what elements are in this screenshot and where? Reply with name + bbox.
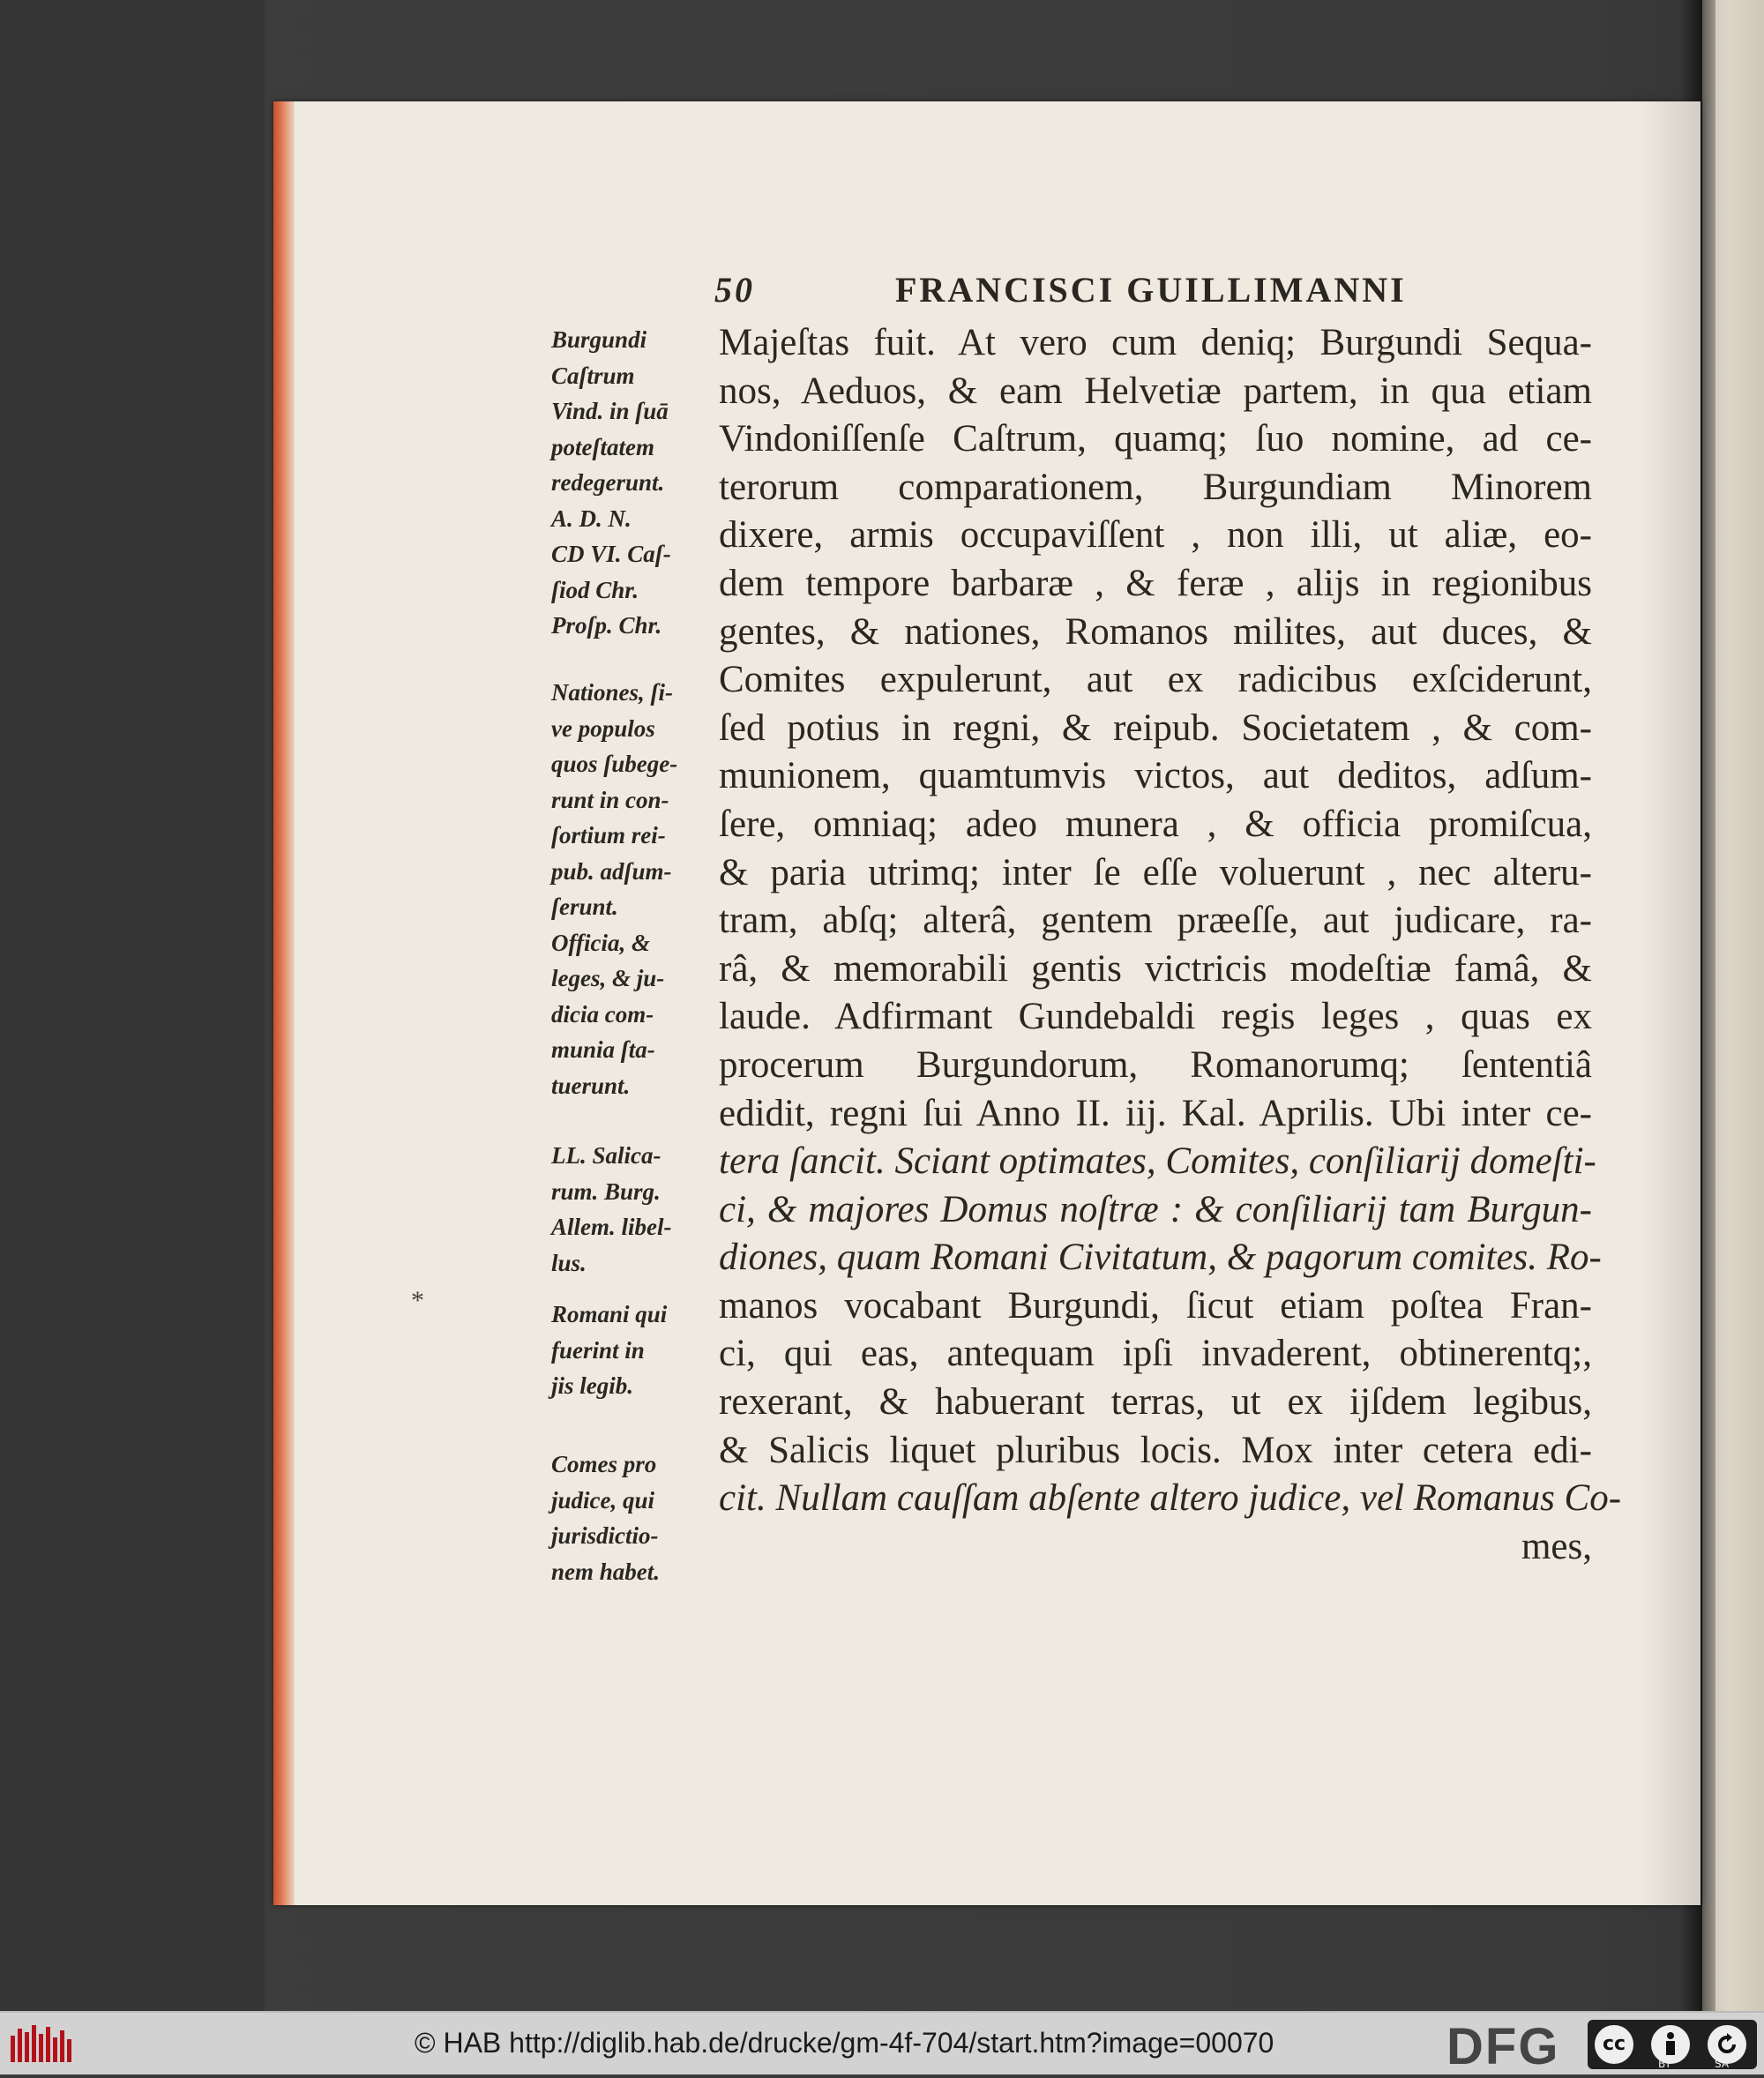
running-header [714,269,1596,322]
scan-left-dark [0,0,265,2011]
copyright-text: © HAB http://diglib.hab.de/drucke/gm-4f-704/start.htm?image=00070 [415,2027,1274,2059]
margin-note [551,675,677,1103]
body-line: & paria utrimq; inter ſe eſſe voluerunt , nec alteru- [719,851,1592,893]
body-line: gentes, & nationes, Romanos milites, aut duces, & [719,610,1592,653]
margin-note-line: quos ſubege- [551,751,678,777]
margin-note-line: Officia, & [551,929,650,956]
cc-icon: cc [1595,2025,1633,2064]
margin-note-line: Nationes, ſi- [551,679,673,706]
margin-note-line: Proſp. Chr. [551,612,662,639]
margin-note-line: Romani qui [551,1301,668,1327]
margin-note-line: dicia com- [551,1000,654,1028]
margin-note-line: Vind. in ſuā [551,398,669,424]
body-line: laude. Adfirmant Gundebaldi regis leges , quas ex [719,996,1592,1038]
margin-note-line: ſortium rei- [551,822,666,848]
margin-note-line: LL. Salica- [551,1142,662,1169]
margin-note-line: jis legib. [551,1372,633,1399]
margin-note-line: ve populos [551,714,655,742]
margin-note-line: judice, qui [551,1486,655,1514]
margin-note-line: Allem. libel- [551,1214,672,1240]
body-line: ſed potius in regni, & reipub. Societatem , & com- [719,706,1592,749]
body-line: edidit, regni ſui Anno II. iij. Kal. Aprilis. Ubi inter ce- [719,1092,1592,1134]
page-number: 50 [714,270,755,310]
margin-note-line: rum. Burg. [551,1177,661,1205]
margin-note-line: poteſtatem [551,433,654,460]
body-line: diones, quam Romani Civitatum, & pagorum comites. Ro- [719,1237,1602,1279]
page-red-edge [273,101,295,1905]
margin-note-line: redegerunt. [551,469,665,496]
margin-note-line: jurisdictio- [551,1522,659,1549]
body-line: manos vocabant Burgundi, ſicut etiam poſtea Fran- [719,1284,1592,1327]
sa-label: SA [1715,2058,1730,2070]
body-line: cit. Nullam cauſſam abſente altero judice, vel Romanus Co- [719,1477,1622,1520]
dfg-logo: DFG [1446,2018,1560,2075]
margin-note-line: tuerunt. [551,1072,631,1099]
body-line: procerum Burgundorum, Romanorumq; ſententiâ [719,1043,1592,1086]
margin-note-line: runt in con- [551,786,669,813]
margin-asterisk: * [411,1286,424,1315]
margin-note [551,1138,671,1281]
body-line: Majeſtas fuit. At vero cum deniq; Burgundi Sequa- [719,322,1592,363]
body-line: dem tempore barbaræ , & feræ , alijs in regionibus [719,562,1592,604]
margin-note-line: A. D. N. [551,505,632,532]
margin-note-line: ſerunt. [551,893,618,920]
by-label: BY [1658,2058,1671,2070]
body-line: Comites expulerunt, aut ex radicibus exſciderunt, [719,659,1592,701]
margin-note-line: pub. adſum- [551,857,672,885]
footer-bar [0,2011,1764,2074]
margin-note-line: Burgundi [551,326,647,353]
body-line: rexerant, & habuerant terras, ut ex ijſdem legibus, [719,1381,1592,1424]
body-line: mes, [1521,1525,1592,1567]
margin-note [551,1297,667,1404]
body-line: & Salicis liquet pluribus locis. Mox inter cetera edi- [719,1429,1592,1471]
body-line: nos, Aeduos, & eam Helvetiæ partem, in qua etiam [719,370,1592,412]
margin-note-line: munia ſta- [551,1036,655,1063]
margin-note-line: ſiod Chr. [551,576,639,603]
body-line: tram, abſq; alterâ, gentem præeſſe, aut judicare, ra- [719,900,1592,942]
margin-note-line: Caſtrum [551,362,635,389]
body-line: terorum comparationem, Burgundiam Minorem [719,466,1592,508]
margin-note [551,322,671,644]
body-line: tera ſancit. Sciant optimates, Comites, conſiliarij domeſti- [719,1140,1596,1183]
body-line: munionem, quamtumvis victos, aut deditos, adſum- [719,755,1592,797]
hab-logo-icon [9,2023,72,2066]
margin-note-line: Comes pro [551,1451,657,1477]
margin-note-line: leges, & ju- [551,965,665,991]
margin-note [551,1446,660,1589]
body-text [719,319,1622,1571]
body-line: ſere, omniaq; adeo munera , & officia promiſcua, [719,803,1592,845]
cc-license-badge[interactable] [1588,2020,1757,2069]
margin-note-line: nem habet. [551,1558,661,1585]
body-line: dixere, armis occupaviſſent , non illi, ut aliæ, eo- [719,514,1592,557]
margin-note-line: fuerint in [551,1336,645,1364]
page-gutter-shade [1641,101,1700,1905]
running-title: FRANCISCI GUILLIMANNI [895,270,1407,310]
body-line: râ, & memorabili gentis victricis modeſtiæ famâ, & [719,947,1592,990]
body-line: ci, qui eas, antequam ipſi invaderent, obtinerentq;, [719,1333,1592,1375]
margin-note-line: CD VI. Caſ- [551,541,671,567]
body-line: ci, & majores Domus noſtræ : & conſiliarij tam Burgun- [719,1188,1592,1230]
margin-note-line: lus. [551,1249,587,1276]
body-line: Vindoniſſenſe Caſtrum, quamq; ſuo nomine, ad ce- [719,418,1592,460]
